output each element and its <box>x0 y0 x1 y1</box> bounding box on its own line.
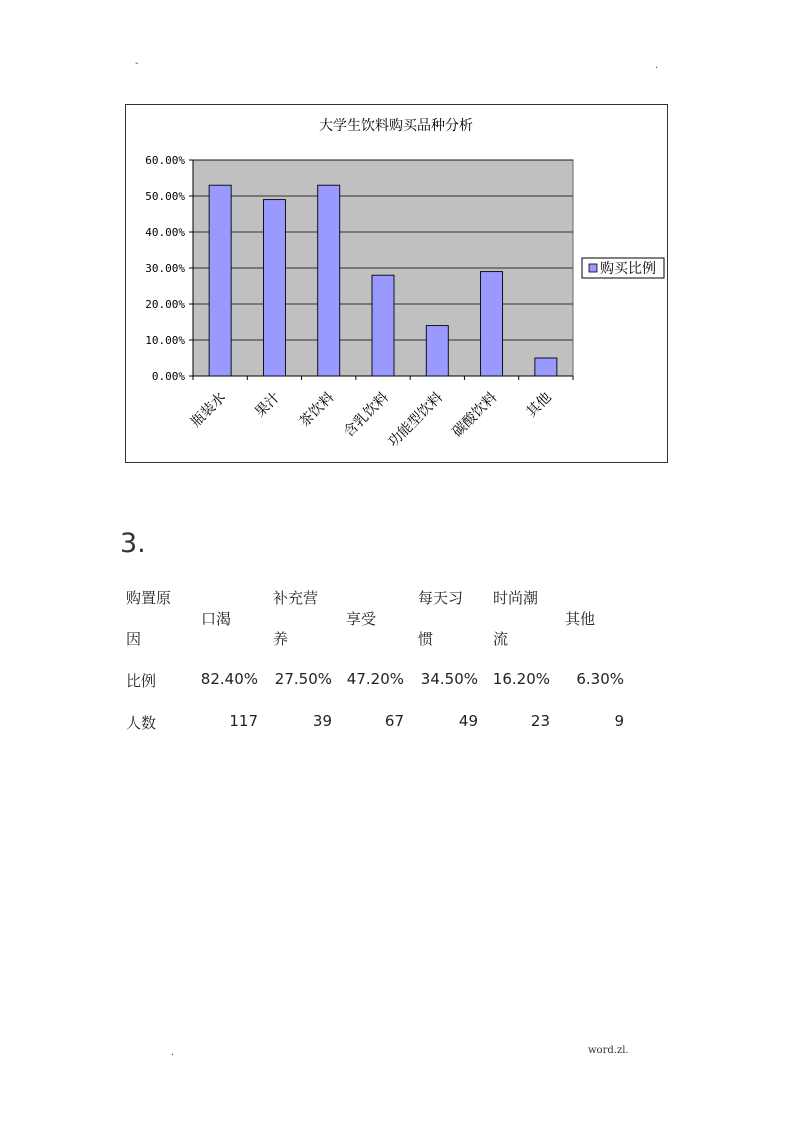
table-cell: 117 <box>229 712 258 730</box>
chart-title: 大学生饮料购买品种分析 <box>319 118 473 134</box>
bar <box>263 200 285 376</box>
table-header-cell: 其他 <box>565 610 596 628</box>
table-cell: 49 <box>458 712 478 730</box>
table-cell: 27.50% <box>274 670 332 688</box>
bar <box>426 326 448 376</box>
footer-left-mark: . <box>171 1047 175 1058</box>
bar <box>318 185 340 376</box>
table-row-label: 比例 <box>126 672 157 690</box>
chart-canvas <box>126 105 667 462</box>
table-header-cell: 口渴 <box>201 610 232 628</box>
y-tick-label: 10.00% <box>145 334 185 347</box>
table-header-cell: 购置原 <box>126 589 172 607</box>
table-header-cell: 养 <box>273 630 289 648</box>
table-header-cell: 享受 <box>346 610 377 628</box>
y-tick-label: 40.00% <box>145 226 185 239</box>
legend-label: 购买比例 <box>600 261 656 277</box>
x-tick-label: 瓶装水 <box>187 389 229 431</box>
bar <box>535 358 557 376</box>
section-number: 3. <box>120 528 146 559</box>
header-right-mark: . <box>655 60 659 71</box>
table-header-cell: 时尚潮 <box>493 589 539 607</box>
footer-text: word.zl. <box>588 1045 629 1056</box>
bar <box>481 272 503 376</box>
table-cell: 47.20% <box>346 670 404 688</box>
x-tick-label: 碳酸饮料 <box>449 389 501 441</box>
x-tick-label: 果汁 <box>252 389 284 421</box>
x-tick-label: 含乳饮料 <box>340 389 392 441</box>
y-tick-label: 30.00% <box>145 262 185 275</box>
bar <box>209 185 231 376</box>
table-cell: 6.30% <box>576 670 624 688</box>
table-header-cell: 因 <box>126 630 142 648</box>
y-tick-label: 60.00% <box>145 154 185 167</box>
x-tick-label: 功能型饮料 <box>385 389 447 451</box>
table-header-cell: 惯 <box>418 630 434 648</box>
table-cell: 34.50% <box>420 670 478 688</box>
table-cell: 82.40% <box>200 670 258 688</box>
table-row-label: 人数 <box>126 714 157 732</box>
legend-swatch <box>589 264 597 272</box>
bar-chart <box>125 104 668 463</box>
table-cell: 23 <box>530 712 550 730</box>
table-cell: 39 <box>312 712 332 730</box>
y-tick-label: 50.00% <box>145 190 185 203</box>
x-tick-label: 其他 <box>523 389 555 421</box>
table-header-cell: 每天习 <box>418 589 464 607</box>
y-tick-label: 0.00% <box>151 370 185 383</box>
table-header-cell: 补充营 <box>273 589 319 607</box>
header-left-mark: - <box>135 58 139 69</box>
table-header-cell: 流 <box>493 630 509 648</box>
table-cell: 67 <box>384 712 404 730</box>
bar <box>372 275 394 376</box>
table-cell: 9 <box>614 712 624 730</box>
y-tick-label: 20.00% <box>145 298 185 311</box>
table-cell: 16.20% <box>492 670 550 688</box>
x-tick-label: 茶饮料 <box>296 389 338 431</box>
chart-legend <box>582 258 664 278</box>
